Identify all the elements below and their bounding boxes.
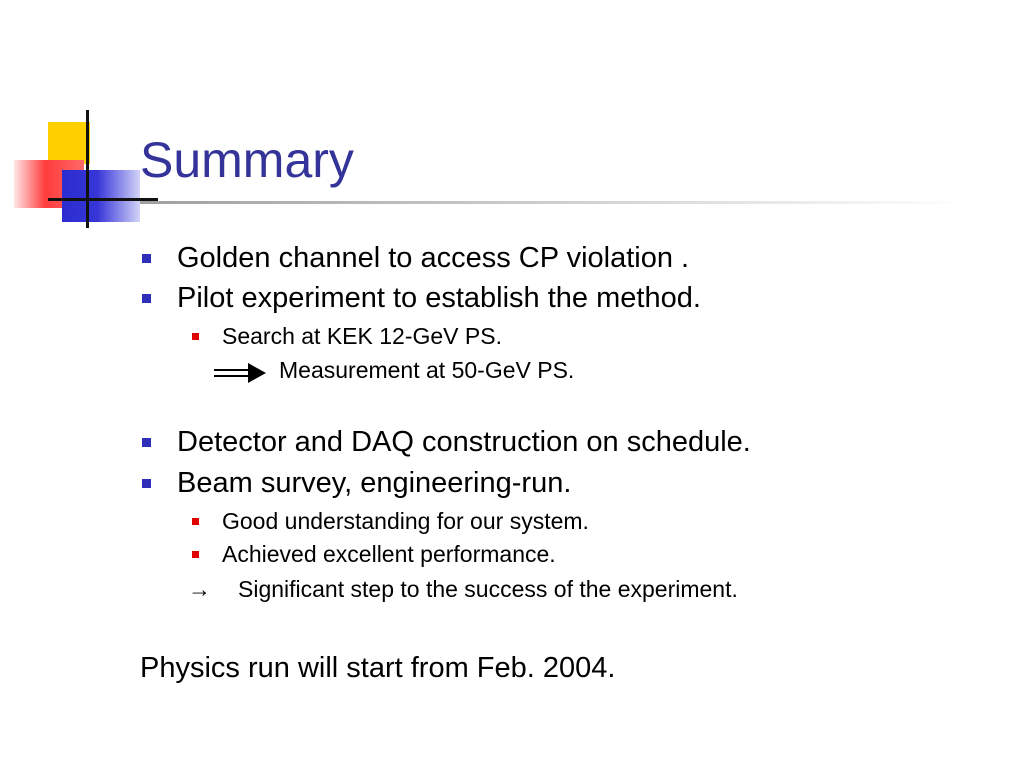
vertical-line-decoration — [86, 110, 89, 228]
right-arrow-icon: → — [188, 576, 211, 602]
blue-square-bullet-icon — [142, 438, 151, 447]
red-square-bullet-icon — [192, 551, 199, 558]
bullet-text: Golden channel to access CP violation . — [177, 242, 690, 274]
corner-logo-decoration — [0, 0, 160, 240]
double-arrow-icon — [212, 363, 268, 385]
blue-square-bullet-icon — [142, 254, 151, 263]
bullet-text: Beam survey, engineering-run. — [177, 467, 572, 499]
sub-bullet-text: Search at KEK 12-GeV PS. — [222, 323, 502, 349]
blue-square-bullet-icon — [142, 479, 151, 488]
closing-statement: Physics run will start from Feb. 2004. — [140, 652, 616, 684]
title-underline-rule — [140, 201, 970, 204]
red-square-bullet-icon — [192, 333, 199, 340]
sub-bullet-text: Good understanding for our system. — [222, 508, 589, 534]
red-square-bullet-icon — [192, 518, 199, 525]
slide-title: Summary — [140, 132, 354, 188]
arrow-result-text: Measurement at 50-GeV PS. — [279, 357, 575, 383]
arrow-conclusion-text: Significant step to the success of the experiment. — [238, 576, 738, 602]
bullet-text: Detector and DAQ construction on schedule. — [177, 426, 751, 458]
sub-bullet-text: Achieved excellent performance. — [222, 541, 556, 567]
blue-square-decoration — [62, 170, 140, 222]
blue-square-bullet-icon — [142, 294, 151, 303]
bullet-text: Pilot experiment to establish the method. — [177, 282, 701, 314]
yellow-square-decoration — [48, 122, 90, 164]
